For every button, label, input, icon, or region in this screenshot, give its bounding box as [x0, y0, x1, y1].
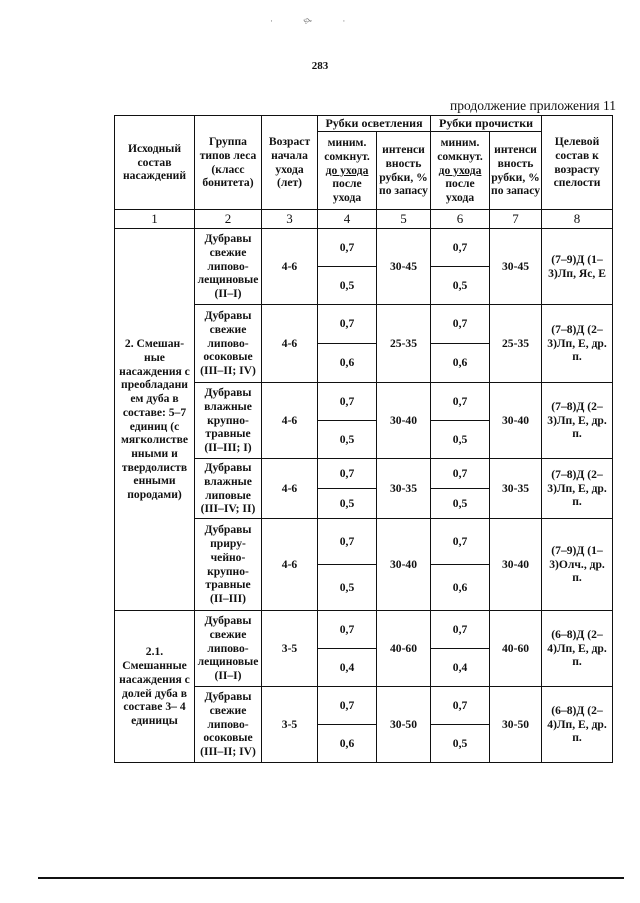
clean-density-before-cell: 0,7 — [431, 519, 490, 565]
column-number: 3 — [262, 210, 318, 229]
target-composition-cell: (7–9)Д (1–3)Олч., др. п. — [542, 519, 613, 611]
clean-density-after-cell: 0,4 — [431, 649, 490, 687]
header-cleaning-cuttings: Рубки прочистки — [431, 116, 542, 132]
page-number: 283 — [311, 60, 329, 72]
target-composition-cell: (6–8)Д (2–4)Лп, Е, др. п. — [542, 611, 613, 687]
light-density-before-cell: 0,7 — [318, 519, 377, 565]
light-density-before-cell: 0,7 — [318, 305, 377, 344]
light-density-after-cell: 0,5 — [318, 489, 377, 519]
clean-density-before-cell: 0,7 — [431, 687, 490, 725]
light-density-after-cell: 0,6 — [318, 344, 377, 383]
header-light-intensity: интенси вность рубки, % по запасу — [377, 132, 431, 210]
header-initial-composition: Исходный состав насаждений — [115, 116, 195, 210]
start-age-cell: 3-5 — [262, 687, 318, 763]
forest-type-cell: Дубравы свежие липово- осоковые (III–II; IV) — [195, 305, 262, 383]
header-light-after-label: после ухода — [332, 177, 362, 204]
light-density-before-cell: 0,7 — [318, 383, 377, 421]
column-number: 5 — [377, 210, 431, 229]
clean-density-after-cell: 0,5 — [431, 489, 490, 519]
clean-density-before-cell: 0,7 — [431, 229, 490, 267]
start-age-cell: 4-6 — [262, 305, 318, 383]
clean-density-after-cell: 0,5 — [431, 267, 490, 305]
appendix-table — [114, 115, 613, 763]
column-numbers-row — [115, 210, 613, 229]
forest-type-cell: Дубравы влажные крупно- травные (II–III; I) — [195, 383, 262, 459]
light-intensity-cell: 40-60 — [377, 611, 431, 687]
target-composition-cell: (7–8)Д (2–3)Лп, Е, др. п. — [542, 383, 613, 459]
initial-composition-cell: 2. Смешан- ные насаждения с преобладани ем дуба в составе: 5–7 единиц (с мягколиствe нными и твердолиств енными породами) — [115, 229, 195, 611]
light-density-after-cell: 0,5 — [318, 267, 377, 305]
clean-density-after-cell: 0,5 — [431, 725, 490, 763]
start-age-cell: 4-6 — [262, 519, 318, 611]
header-clean-min-label: миним. сомкнут. — [437, 136, 483, 163]
header-clean-after-label: после ухода — [445, 177, 475, 204]
forest-type-cell: Дубравы влажные липовые (III–IV; II) — [195, 459, 262, 519]
light-intensity-cell: 25-35 — [377, 305, 431, 383]
column-number: 8 — [542, 210, 613, 229]
clean-density-after-cell: 0,6 — [431, 344, 490, 383]
clean-density-before-cell: 0,7 — [431, 383, 490, 421]
initial-composition-cell: 2.1. Смешанные насаждения с долей дуба в составе 3– 4 единицы — [115, 611, 195, 763]
light-intensity-cell: 30-45 — [377, 229, 431, 305]
header-light-before-label: до ухода — [325, 163, 369, 177]
light-density-after-cell: 0,5 — [318, 421, 377, 459]
column-number: 4 — [318, 210, 377, 229]
header-light-min-label: миним. сомкнут. — [324, 136, 370, 163]
target-composition-cell: (7–9)Д (1–3)Лп, Яс, Е — [542, 229, 613, 305]
light-density-before-cell: 0,7 — [318, 459, 377, 489]
header-light-cuttings: Рубки осветления — [318, 116, 431, 132]
clean-density-before-cell: 0,7 — [431, 459, 490, 489]
header-target-composition: Целевой состав к возрасту спелости — [542, 116, 613, 210]
forest-type-cell: Дубравы приру- чейно- крупно- травные (II–III) — [195, 519, 262, 611]
clean-density-before-cell: 0,7 — [431, 611, 490, 649]
light-intensity-cell: 30-40 — [377, 383, 431, 459]
light-intensity-cell: 30-40 — [377, 519, 431, 611]
header-clean-before-label: до ухода — [438, 163, 482, 177]
column-number: 1 — [115, 210, 195, 229]
header-forest-type-group: Группа типов леса (класс бонитета) — [195, 116, 262, 210]
light-density-before-cell: 0,7 — [318, 687, 377, 725]
clean-intensity-cell: 30-50 — [490, 687, 542, 763]
clean-intensity-cell: 30-40 — [490, 519, 542, 611]
forest-type-cell: Дубравы свежие липово- лещиновые (II–I) — [195, 611, 262, 687]
header-start-age: Возраст начала ухода (лет) — [262, 116, 318, 210]
light-density-before-cell: 0,7 — [318, 611, 377, 649]
start-age-cell: 3-5 — [262, 611, 318, 687]
column-number: 7 — [490, 210, 542, 229]
clean-density-before-cell: 0,7 — [431, 305, 490, 344]
table-row — [115, 229, 613, 267]
clean-intensity-cell: 30-35 — [490, 459, 542, 519]
start-age-cell: 4-6 — [262, 459, 318, 519]
light-density-after-cell: 0,5 — [318, 565, 377, 611]
scan-specks: · 🙛 · — [270, 16, 360, 26]
light-density-before-cell: 0,7 — [318, 229, 377, 267]
light-density-after-cell: 0,6 — [318, 725, 377, 763]
clean-intensity-cell: 40-60 — [490, 611, 542, 687]
column-number: 6 — [431, 210, 490, 229]
target-composition-cell: (7–8)Д (2–3)Лп, Е, др. п. — [542, 305, 613, 383]
start-age-cell: 4-6 — [262, 383, 318, 459]
clean-intensity-cell: 25-35 — [490, 305, 542, 383]
header-clean-intensity: интенси вность рубки, % по запасу — [490, 132, 542, 210]
header-light-min-density — [318, 132, 377, 210]
forest-type-cell: Дубравы свежие липово- осоковые (III–II; IV) — [195, 687, 262, 763]
column-number: 2 — [195, 210, 262, 229]
target-composition-cell: (7–8)Д (2–3)Лп, Е, др. п. — [542, 459, 613, 519]
light-density-after-cell: 0,4 — [318, 649, 377, 687]
table-row — [115, 611, 613, 649]
light-intensity-cell: 30-50 — [377, 687, 431, 763]
appendix-continuation-title: продолжение приложения 11 — [450, 98, 616, 113]
clean-intensity-cell: 30-40 — [490, 383, 542, 459]
header-clean-min-density — [431, 132, 490, 210]
forest-type-cell: Дубравы свежие липово- лещиновые (II–I) — [195, 229, 262, 305]
bottom-rule — [38, 877, 624, 879]
clean-density-after-cell: 0,5 — [431, 421, 490, 459]
clean-density-after-cell: 0,6 — [431, 565, 490, 611]
clean-intensity-cell: 30-45 — [490, 229, 542, 305]
light-intensity-cell: 30-35 — [377, 459, 431, 519]
start-age-cell: 4-6 — [262, 229, 318, 305]
target-composition-cell: (6–8)Д (2–4)Лп, Е, др. п. — [542, 687, 613, 763]
